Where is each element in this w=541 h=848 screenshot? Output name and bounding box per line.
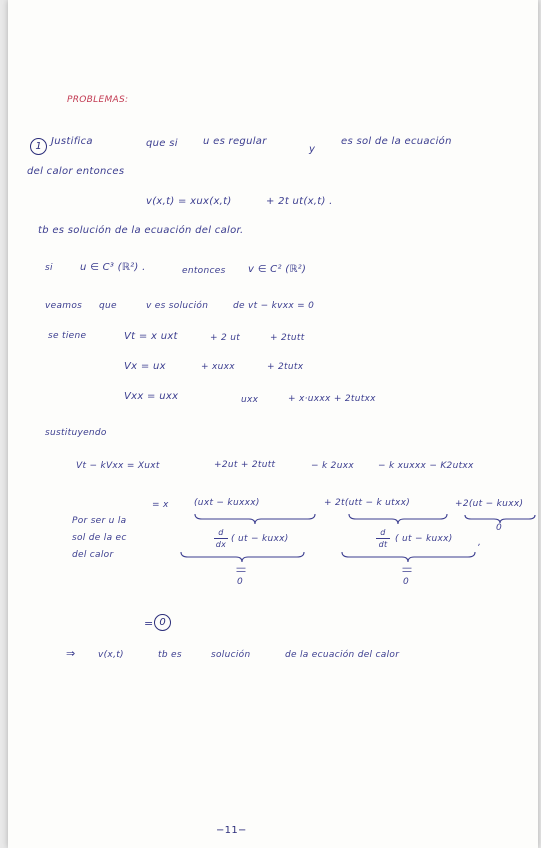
statement-y: y [309,144,316,155]
se-tiene: se tiene [48,331,87,341]
vxx-term-b: uxx [241,395,259,405]
veamos-word: veamos [45,301,83,311]
equation-v-rhs: + 2t ut(x,t) . [266,196,333,207]
result-equals: = [144,617,154,630]
statement-tb-solucion: tb es solución de la ecuación del calor. [38,225,244,236]
zero-left: 0 [237,577,244,587]
eq2-x: = x [152,500,169,510]
underbrace-t-group [348,513,448,525]
zero-right-below: 0 [403,577,410,587]
equal-marks-right: || [401,566,412,574]
cond-entonces: entonces [182,266,226,276]
vt-term-c: + 2tutt [270,333,305,343]
deriv-dx-fraction [214,528,228,549]
cond-si: si [45,263,53,273]
problem-number-badge: 1 [30,138,47,155]
veamos-que: que [99,301,117,311]
vt-term-b: + 2 ut [210,333,241,343]
deriv-dt-fraction [376,528,390,549]
note-line-2: sol de la ec [72,533,127,543]
statement-justifica: Justifica [51,136,93,147]
result-zero-circled: 0 [154,614,171,631]
deriv-comma: , [478,538,482,548]
vx-term-c: + 2tutx [267,362,304,372]
conclusion-v: v(x,t) [98,650,124,660]
deriv-dx-expr: ( ut − kuxx) [231,534,289,544]
deriv-dx-numerator: d [218,528,224,537]
vxx-term-c: + x·uxxx + 2tutxx [288,394,376,404]
statement-sol-ecuacion: es sol de la ecuación [341,136,452,147]
page-number: −11− [216,825,247,836]
sub-term-c: − k 2uxx [311,461,354,471]
underbrace-dx [180,551,305,563]
note-line-3: del calor [72,550,114,560]
statement-u-regular: u es regular [203,136,267,147]
vt-term-a: Vt = x uxt [124,331,178,342]
heading: PROBLEMAS: [67,95,129,105]
sustituyendo: sustituyendo [45,428,107,438]
sub-term-d: − k xuxxx − K2utxx [378,461,474,471]
conclusion-tb-es: tb es [158,650,182,660]
vxx-term-a: Vxx = uxx [124,391,179,402]
statement-del-calor: del calor entonces [27,166,125,177]
vx-term-b: + xuxx [201,362,235,372]
deriv-dx-denominator: dx [215,540,227,549]
underbrace-x-group [194,513,316,525]
veamos-heat-eq: de vt − kvxx = 0 [233,301,315,311]
cond-v-c2: v ∈ C² (ℝ²) [248,264,307,275]
zero-right: 0 [496,523,503,533]
sub-term-b: +2ut + 2tutt [214,460,276,470]
underbrace-dt [341,551,476,563]
deriv-dt-expr: ( ut − kuxx) [395,534,453,544]
eq2-group-x: (uxt − kuxxx) [194,498,260,508]
eq2-group-t: + 2t(utt − k utxx) [324,498,411,508]
deriv-dt-numerator: d [380,528,386,537]
note-line-1: Por ser u la [72,516,127,526]
veamos-v-solucion: v es solución [146,301,209,311]
statement-que-si: que si [146,138,178,149]
equal-marks-left: || [235,566,246,574]
vx-term-a: Vx = ux [124,361,166,372]
fraction-bar [376,538,390,539]
equation-v-lhs: v(x,t) = xux(x,t) [146,196,232,207]
conclusion-ecuacion: de la ecuación del calor [285,650,400,660]
conclusion-solucion: solución [211,650,251,660]
eq2-group-const: +2(ut − kuxx) [455,499,524,509]
sub-term-a: Vt − kVxx = Xuxt [76,461,160,471]
cond-u-c3: u ∈ C³ (ℝ²) . [80,262,146,273]
fraction-bar [214,538,228,539]
notebook-page [8,0,538,848]
deriv-dt-denominator: dt [378,540,388,549]
implies-arrow: ⇒ [66,647,76,660]
